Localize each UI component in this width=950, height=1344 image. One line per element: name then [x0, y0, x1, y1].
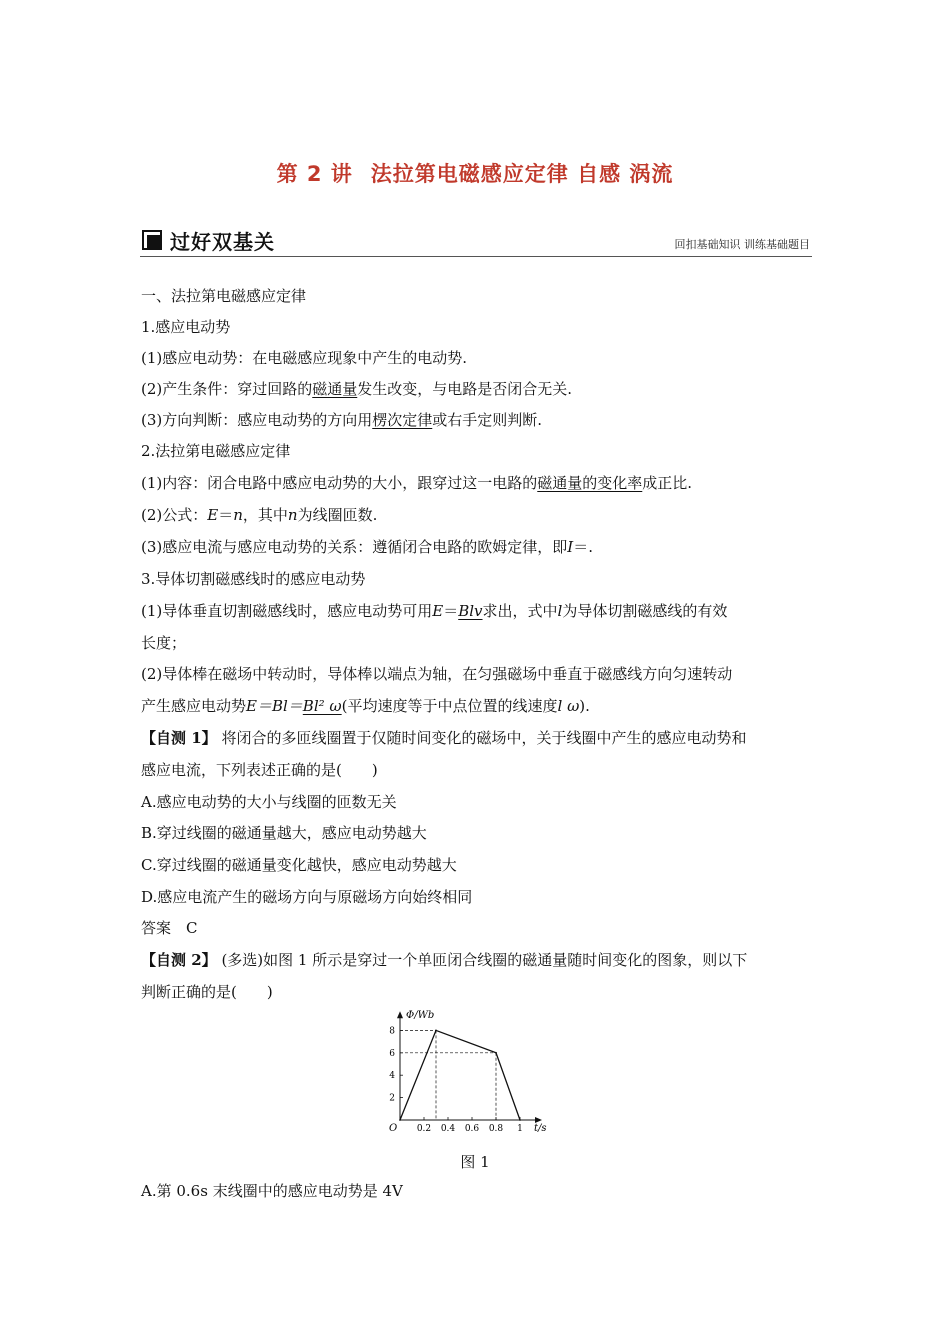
question-2-option-a: A.第 0.6s 末线圈中的感应电动势是 4V	[141, 1182, 403, 1200]
question-2-stem-line-2: 判断正确的是( )	[141, 983, 273, 1001]
x-tick-label-1: 0.4	[440, 1124, 456, 1134]
question-1-stem-line-1: 【自测 1】 将闭合的多匝线圈置于仅随时间变化的磁场中，关于线圈中产生的感应电动势和	[141, 729, 747, 747]
question-2-tag: 【自测 2】	[141, 951, 217, 969]
x-tick-label-4: 1	[517, 1124, 523, 1134]
question-1-option-c: C.穿过线圈的磁通量变化越快，感应电动势越大	[141, 856, 457, 874]
data-point-3	[519, 1119, 521, 1121]
figure-caption: 图 1	[460, 1153, 490, 1171]
section-subtitle: 回扣基础知识 训练基础题目	[674, 238, 810, 251]
x-tick-label-0: 0.2	[416, 1124, 432, 1134]
x-axis-label: t/s	[534, 1123, 547, 1134]
y-tick-label-1: 4	[389, 1071, 395, 1082]
text-line-11: (1)导体垂直切割磁感线时，感应电动势可用E＝Blv求出，式中l为导体切割磁感线的有效	[141, 602, 728, 620]
text-line-10: 3.导体切割磁感线时的感应电动势	[141, 570, 366, 588]
y-tick-label-3: 8	[389, 1026, 395, 1037]
question-1-option-b: B.穿过线圈的磁通量越大，感应电动势越大	[141, 824, 427, 842]
text-line-4: (2)产生条件：穿过回路的磁通量发生改变，与电路是否闭合无关.	[141, 380, 573, 398]
title-topic: 法拉第电磁感应定律 自感 涡流	[370, 162, 674, 186]
x-tick-label-2: 0.6	[464, 1124, 480, 1134]
text-line-3: (1)感应电动势：在电磁感应现象中产生的电动势.	[141, 349, 468, 367]
question-1-option-a: A.感应电动势的大小与线圈的匝数无关	[141, 793, 397, 811]
text-line-9: (3)感应电流与感应电动势的关系：遵循闭合电路的欧姆定律，即I＝.	[141, 538, 593, 556]
y-axis-label: Φ/Wb	[406, 1010, 435, 1022]
flux-time-chart	[380, 1008, 560, 1140]
question-1-tag: 【自测 1】	[141, 729, 217, 747]
section-title: 过好双基关	[170, 230, 275, 254]
question-2-stem-line-1: 【自测 2】 (多选)如图 1 所示是穿过一个单匝闭合线圈的磁通量随时间变化的图象，则以下	[141, 951, 748, 969]
section-square-icon	[142, 230, 162, 250]
y-tick-label-0: 2	[389, 1093, 395, 1104]
question-1-stem-line-2: 感应电流，下列表述正确的是( )	[141, 761, 378, 779]
text-line-6: 2.法拉第电磁感应定律	[141, 442, 291, 460]
section-header	[140, 224, 812, 257]
origin-label: O	[389, 1123, 398, 1134]
flux-line-series	[400, 1030, 520, 1120]
text-line-12: 长度；	[141, 634, 187, 652]
text-line-8: (2)公式：E＝n，其中n为线圈匝数.	[141, 506, 378, 524]
title-lecture-number: 第 2 讲	[276, 162, 353, 186]
text-line-2: 1.感应电动势	[141, 318, 231, 336]
question-1-option-d: D.感应电流产生的磁场方向与原磁场方向始终相同	[141, 888, 473, 906]
text-line-13: (2)导体棒在磁场中转动时，导体棒以端点为轴，在匀强磁场中垂直于磁感线方向匀速转动	[141, 665, 733, 683]
x-tick-label-3: 0.8	[488, 1124, 504, 1134]
page-title	[0, 158, 950, 188]
question-1-answer: 答案 C	[141, 919, 198, 937]
y-tick-label-2: 6	[389, 1048, 395, 1059]
y-axis-arrow	[397, 1011, 403, 1018]
text-line-14: 产生感应电动势E＝Bl＝Bl² ω(平均速度等于中点位置的线速度l ω).	[141, 697, 590, 715]
text-line-5: (3)方向判断：感应电动势的方向用楞次定律或右手定则判断.	[141, 411, 543, 429]
data-point-0	[399, 1119, 401, 1121]
text-line-1: 一、法拉第电磁感应定律	[141, 287, 307, 305]
data-point-1	[435, 1030, 437, 1032]
text-line-7: (1)内容：闭合电路中感应电动势的大小，跟穿过这一电路的磁通量的变化率成正比.	[141, 474, 693, 492]
data-point-2	[495, 1052, 497, 1054]
